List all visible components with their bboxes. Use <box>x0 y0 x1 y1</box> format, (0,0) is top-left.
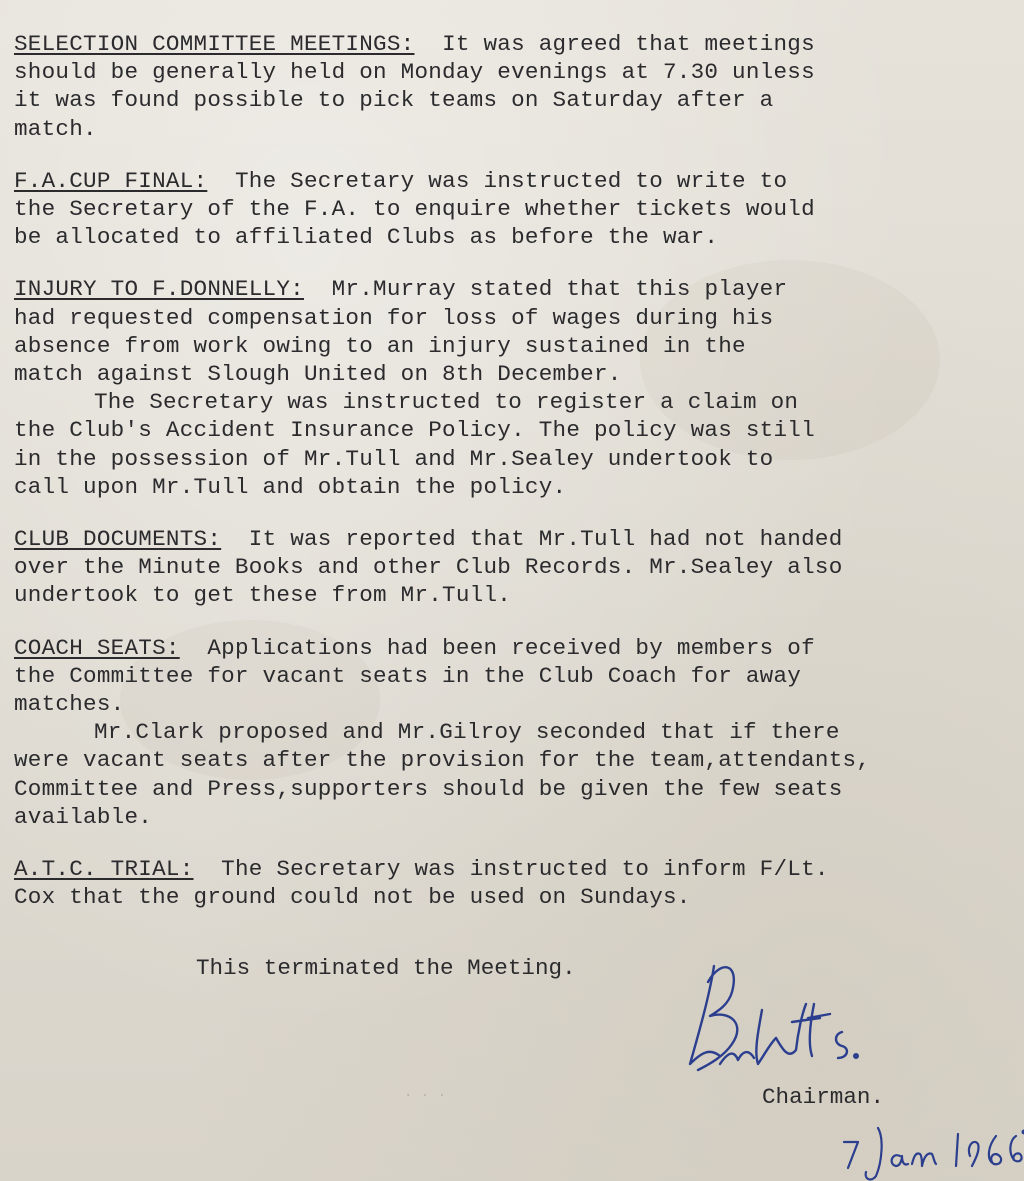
section-text-line: match. <box>14 115 97 142</box>
section-text-line: undertook to get these from Mr.Tull. <box>14 582 512 609</box>
section-text-line: should be generally held on Monday evenings at 7.30 unless <box>14 59 815 86</box>
section-text-line: The Secretary was instructed to write to <box>234 167 788 194</box>
section-selection-committee <box>14 30 1014 143</box>
section-text-line: It was agreed that meetings <box>442 31 815 57</box>
handwritten-date-icon <box>838 1122 1024 1181</box>
section-heading: COACH SEATS: <box>14 634 180 661</box>
section-text-line: Applications had been received by members of <box>207 634 815 661</box>
section-text-line: in the possession of Mr.Tull and Mr.Sealey undertook to <box>14 445 774 472</box>
section-text-line: had requested compensation for loss of wages during his <box>14 304 774 331</box>
section-text-line: It was reported that Mr.Tull had not handed <box>248 526 843 553</box>
section-heading: SELECTION COMMITTEE MEETINGS: <box>14 31 415 57</box>
section-text-line: over the Minute Books and other Club Records. Mr.Sealey also <box>14 554 843 581</box>
minutes-body <box>14 30 1014 935</box>
section-text-line: The Secretary was instructed to register a claim on <box>94 389 799 416</box>
section-coach-seats <box>14 634 1014 831</box>
section-text-line: be allocated to affiliated Clubs as before the war. <box>14 224 719 251</box>
section-heading: INJURY TO F.DONNELLY: <box>14 276 304 303</box>
section-heading: A.T.C. TRIAL: <box>14 856 194 883</box>
chairman-title: Chairman. <box>762 1084 885 1110</box>
section-text-line: Mr.Murray stated that this player <box>331 276 788 303</box>
section-injury <box>14 275 1014 501</box>
section-text-line: it was found possible to pick teams on Saturday after a <box>14 87 774 114</box>
section-text-line: The Secretary was instructed to inform F/Lt. <box>221 856 829 883</box>
section-text-line: call upon Mr.Tull and obtain the policy. <box>14 473 567 500</box>
chairman-signature-icon <box>680 952 870 1092</box>
section-text-line: the Committee for vacant seats in the Club Coach for away <box>14 662 802 689</box>
section-heading: CLUB DOCUMENTS: <box>14 526 222 553</box>
section-text-line: available. <box>14 803 153 830</box>
section-club-documents <box>14 525 1014 610</box>
section-atc-trial <box>14 855 1014 911</box>
section-heading: F.A.CUP FINAL: <box>14 167 208 194</box>
section-text-line: Committee and Press,supporters should be given the few seats <box>14 775 843 802</box>
section-text-line: Cox that the ground could not be used on Sundays. <box>14 884 691 911</box>
section-text-line: were vacant seats after the provision for the team,attendants, <box>14 747 871 774</box>
section-text-line: Mr.Clark proposed and Mr.Gilroy seconded that if there <box>94 719 840 746</box>
section-text-line: matches. <box>14 691 125 718</box>
section-fa-cup-final <box>14 167 1014 252</box>
closing-line: This terminated the Meeting. <box>196 955 576 981</box>
section-text-line: the Club's Accident Insurance Policy. The policy was still <box>14 417 815 444</box>
faint-bleed-through: · · · <box>404 1088 447 1104</box>
section-text-line: absence from work owing to an injury sustained in the <box>14 332 746 359</box>
section-text-line: match against Slough United on 8th December. <box>14 361 622 388</box>
section-text-line: the Secretary of the F.A. to enquire whether tickets would <box>14 196 815 223</box>
